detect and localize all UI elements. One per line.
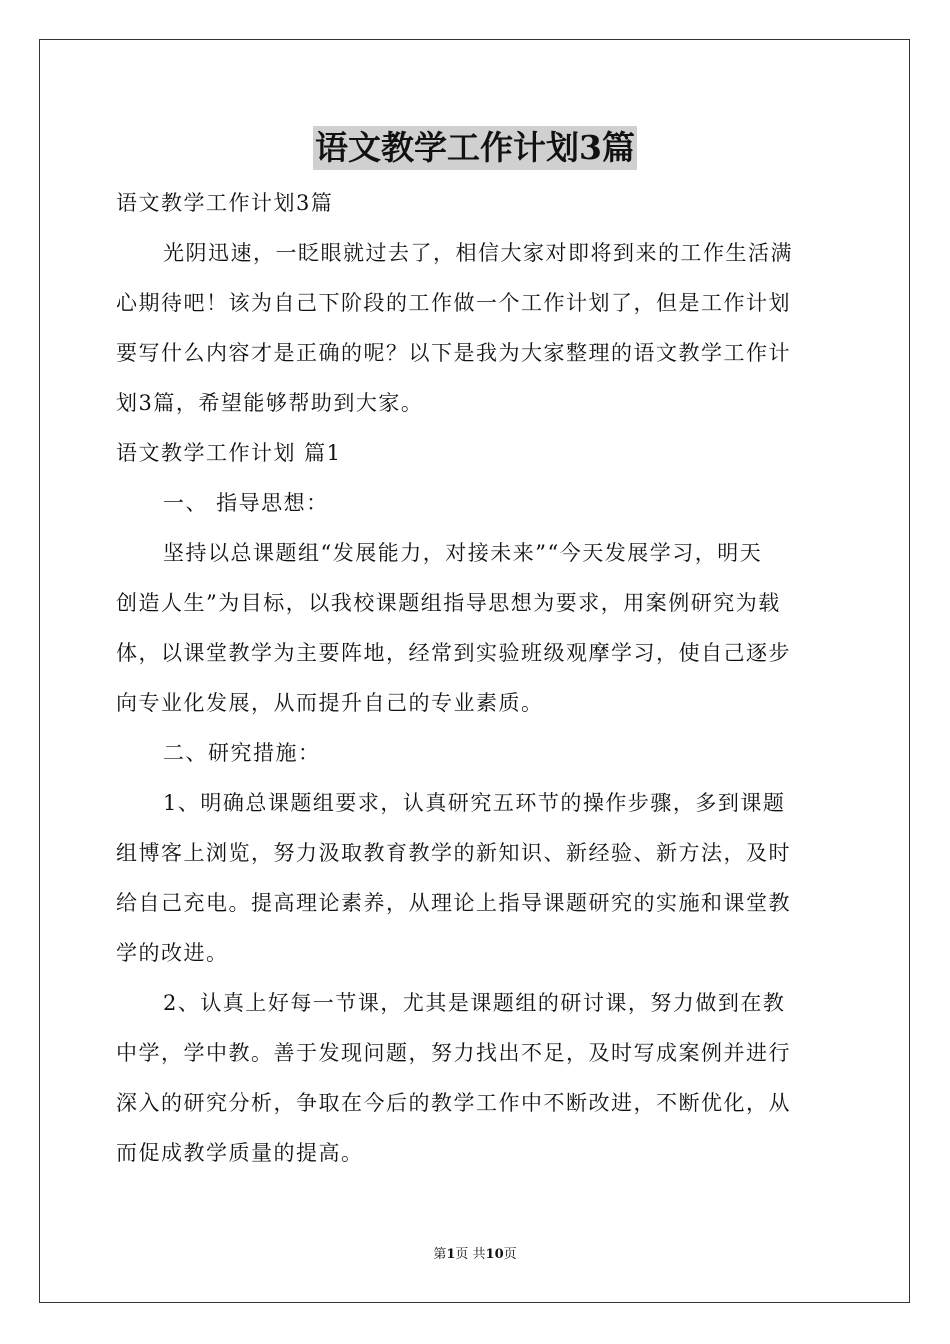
footer-page-number: 1 xyxy=(446,1247,456,1262)
document-body xyxy=(116,178,836,1178)
text-line: 学的改进。 xyxy=(116,941,229,965)
text-line: 而促成教学质量的提高。 xyxy=(116,1141,364,1165)
text-line: 深入的研究分析，争取在今后的教学工作中不断改进，不断优化，从 xyxy=(116,1091,791,1115)
footer-total-pages: 10 xyxy=(485,1247,504,1262)
text-line: 组博客上浏览，努力汲取教育教学的新知识、新经验、新方法，及时 xyxy=(116,841,791,865)
text-line: 一、 指导思想： xyxy=(163,491,329,515)
text-line: 1、明确总课题组要求，认真研究五环节的操作步骤，多到课题 xyxy=(163,791,786,815)
footer-suffix: 页 xyxy=(503,1247,517,1262)
text-line: 二、研究措施： xyxy=(163,741,321,765)
text-line: 向专业化发展，从而提升自己的专业素质。 xyxy=(116,691,544,715)
footer-prefix: 第 xyxy=(433,1247,447,1262)
text-line: 语文教学工作计划3篇 xyxy=(116,191,334,215)
text-line: 语文教学工作计划 篇1 xyxy=(116,441,342,465)
text-line: 光阴迅速，一眨眼就过去了，相信大家对即将到来的工作生活满 xyxy=(163,241,793,265)
text-line: 要写什么内容才是正确的呢？以下是我为大家整理的语文教学工作计 xyxy=(116,341,791,365)
text-line: 中学，学中教。善于发现问题，努力找出不足，及时写成案例并进行 xyxy=(116,1041,791,1065)
text-line: 坚持以总课题组“发展能力，对接未来”“今天发展学习，明天 xyxy=(163,541,763,565)
document-title: 语文教学工作计划3篇 xyxy=(313,126,637,170)
text-line: 2、认真上好每一节课，尤其是课题组的研讨课，努力做到在教 xyxy=(163,991,786,1015)
page-footer xyxy=(0,1245,950,1265)
text-line: 体，以课堂教学为主要阵地，经常到实验班级观摩学习，使自己逐步 xyxy=(116,641,791,665)
text-line: 给自己充电。提高理论素养，从理论上指导课题研究的实施和课堂教 xyxy=(116,891,791,915)
text-line: 创造人生”为目标，以我校课题组指导思想为要求，用案例研究为载 xyxy=(116,591,781,615)
footer-middle: 页 共 xyxy=(455,1247,486,1262)
title-container xyxy=(0,126,950,170)
text-line: 心期待吧！该为自己下阶段的工作做一个工作计划了，但是工作计划 xyxy=(116,291,791,315)
text-line: 划3篇，希望能够帮助到大家。 xyxy=(116,391,424,415)
